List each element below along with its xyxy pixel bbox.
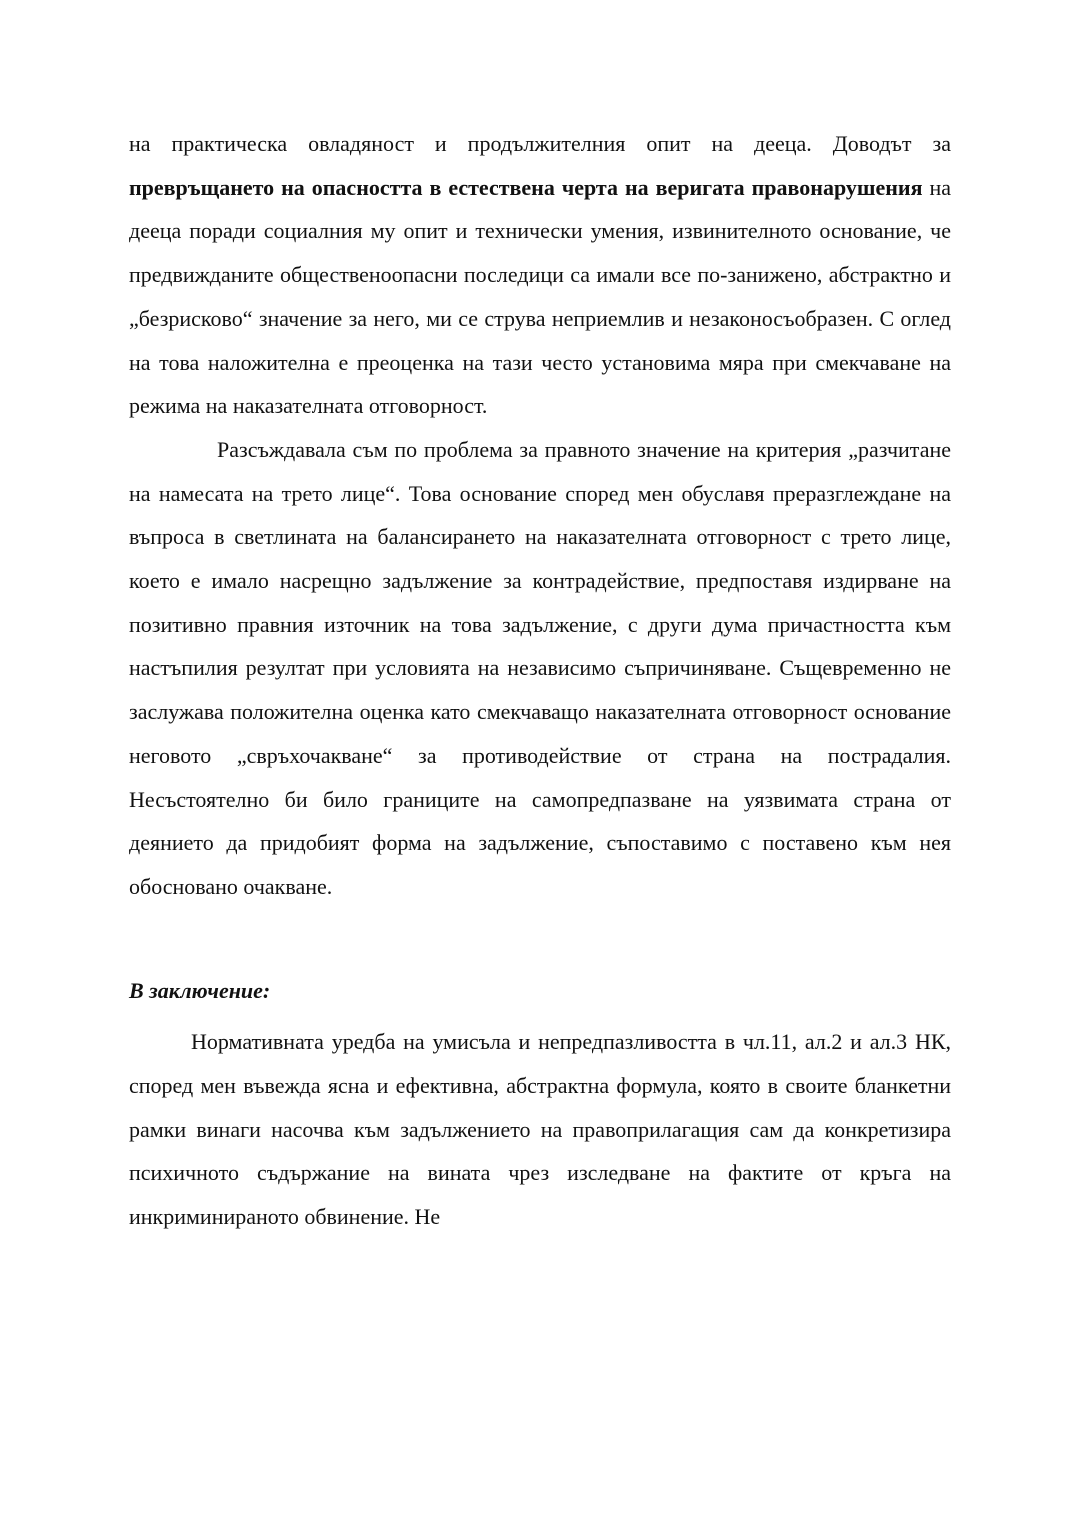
paragraph-1 [129, 122, 951, 428]
paragraph-1-bold-phrase: превръщането на опасността в естествена черта на веригата правонарушения [129, 174, 923, 200]
document-page [129, 122, 951, 1239]
paragraph-3: Нормативната уредба на умисъла и непредпазливостта в чл.11, ал.2 и ал.3 НК, според мен въвежда ясна и ефективна, абстрактна формула, която в своите бланкетни рамки винаги насочва към задължението на правоприлагащия сам да конкретизира психичното съдържание на вината чрез изследване на фактите от кръга на инкриминираното обвинение. Не [129, 1029, 951, 1230]
paragraph-1-text-b: на деeца поради социалния му опит и технически умения, извинителното основание, че предвижданите общественоопасни последици са имали все по-занижено, абстрактно и „безрисково“ значение за него, ми се струва неприемлив и незаконосъобразен. С оглед на това наложителна е преоценка на тази често установима мяра при смекчаване на режима на наказателната отговорност. [129, 174, 951, 419]
paragraph-2: Разсъждавала съм по проблема за правното значение на критерия „разчитане на намесата на трето лице“. Това основание според мен обуславя преразглеждане на въпроса в светлината на балансирането на наказателната отговорност с трето лице, което е имало насрещно задължение за контрадействие, предпоставя издирване на позитивно правния източник на това задължение, с други дума причастността към настъпилия резултат при условията на независимо съпричиняване. Същевременно не заслужава положителна оценка като смекчаващо наказателната отговорност основание неговото „свръхочакване“ за противодействие от страна на пострадалия. Несъстоятелно би било границите на самопредпазване на уязвимата страна от деянието да придобият форма на задължение, съпоставимо с поставено към нея обосновано очакване. [129, 436, 951, 899]
section-heading: В заключение: [129, 977, 271, 1003]
paragraph-1-text-a: на практическа овладяност и продължителния опит на деeца. Доводът за [129, 131, 951, 156]
